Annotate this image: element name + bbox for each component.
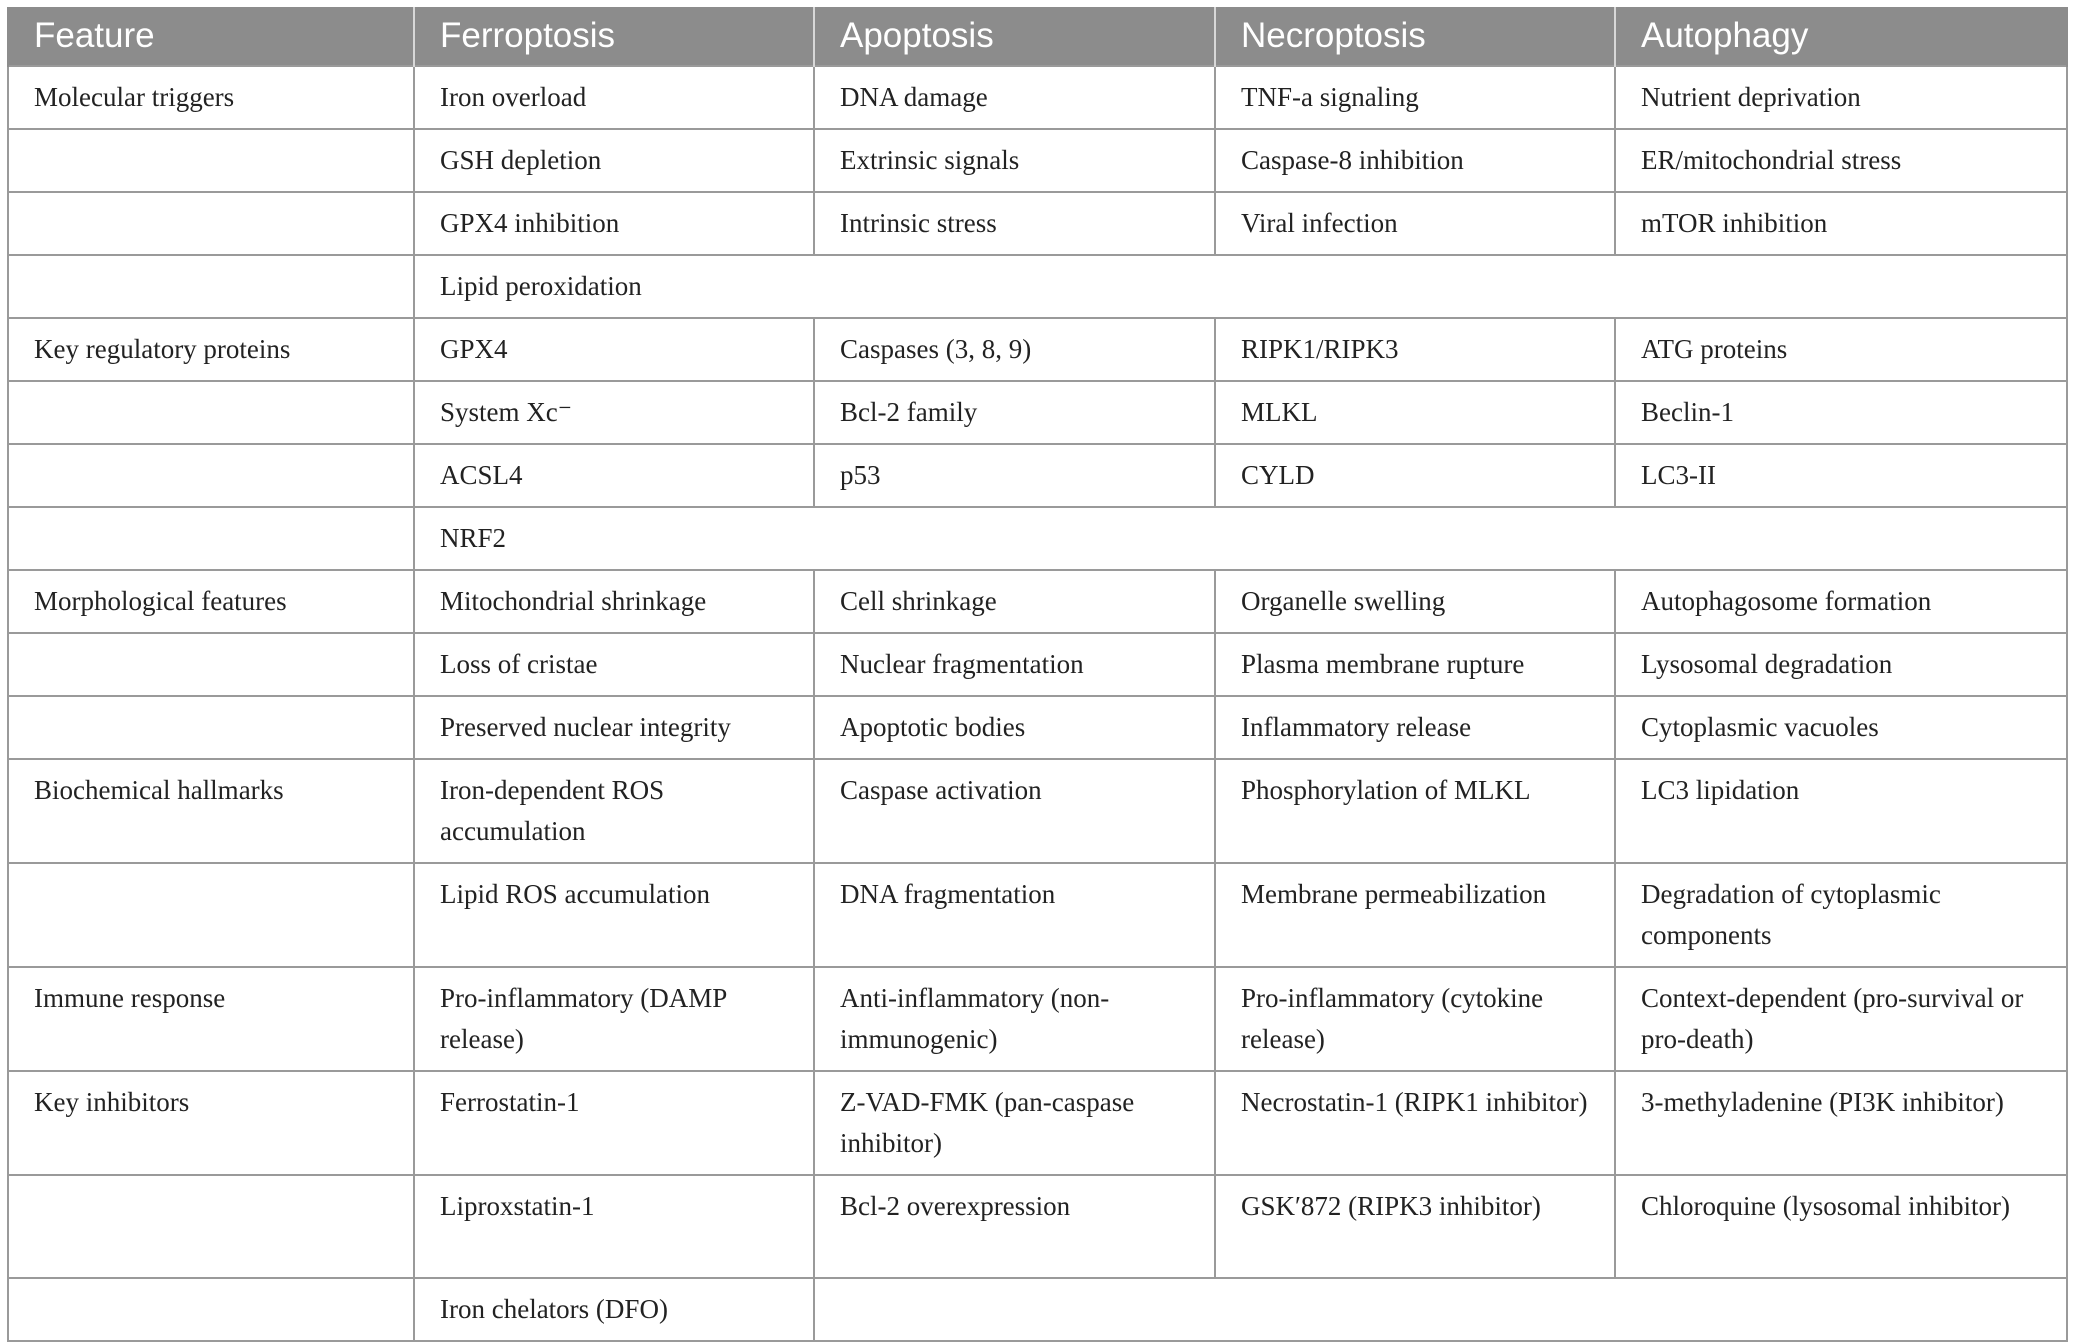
ferroptosis-cell: Preserved nuclear integrity	[414, 696, 814, 759]
apoptosis-cell: Z-VAD-FMK (pan-caspase inhibitor)	[814, 1071, 1215, 1175]
ferroptosis-cell: Mitochondrial shrinkage	[414, 570, 814, 633]
feature-cell	[8, 507, 414, 570]
apoptosis-cell: Extrinsic signals	[814, 129, 1215, 192]
table-row	[8, 318, 2067, 381]
feature-cell: Morphological features	[8, 570, 414, 633]
ferroptosis-cell: Ferrostatin-1	[414, 1071, 814, 1175]
table-row	[8, 192, 2067, 255]
autophagy-cell: LC3-II	[1615, 444, 2067, 507]
feature-cell	[8, 192, 414, 255]
ferroptosis-cell: Loss of cristae	[414, 633, 814, 696]
apoptosis-cell: Anti-inflammatory (non-immunogenic)	[814, 967, 1215, 1071]
ferroptosis-cell: Pro-inflammatory (DAMP release)	[414, 967, 814, 1071]
header-autophagy: Autophagy	[1615, 7, 2067, 66]
apoptosis-cell: Caspase activation	[814, 759, 1215, 863]
ferroptosis-cell: Lipid peroxidation	[414, 255, 2067, 318]
apoptosis-cell: Cell shrinkage	[814, 570, 1215, 633]
feature-cell: Key regulatory proteins	[8, 318, 414, 381]
autophagy-cell: Context-dependent (pro-survival or pro-death)	[1615, 967, 2067, 1071]
ferroptosis-cell: GSH depletion	[414, 129, 814, 192]
autophagy-cell: Lysosomal degradation	[1615, 633, 2067, 696]
ferroptosis-cell: Iron-dependent ROS accumulation	[414, 759, 814, 863]
ferroptosis-cell: GPX4 inhibition	[414, 192, 814, 255]
necroptosis-cell: GSK′872 (RIPK3 inhibitor)	[1215, 1175, 1615, 1278]
table-row	[8, 759, 2067, 863]
table-row	[8, 381, 2067, 444]
autophagy-cell: Nutrient deprivation	[1615, 66, 2067, 129]
table-row	[8, 507, 2067, 570]
necroptosis-cell: Organelle swelling	[1215, 570, 1615, 633]
apoptosis-cell: DNA fragmentation	[814, 863, 1215, 967]
table-row	[8, 1071, 2067, 1175]
autophagy-cell: 3-methyladenine (PI3K inhibitor)	[1615, 1071, 2067, 1175]
table-row	[8, 696, 2067, 759]
necroptosis-cell: MLKL	[1215, 381, 1615, 444]
necroptosis-cell: CYLD	[1215, 444, 1615, 507]
autophagy-cell: mTOR inhibition	[1615, 192, 2067, 255]
necroptosis-cell: Plasma membrane rupture	[1215, 633, 1615, 696]
necroptosis-cell: Phosphorylation of MLKL	[1215, 759, 1615, 863]
ferroptosis-cell: Iron chelators (DFO)	[414, 1278, 814, 1341]
feature-cell	[8, 444, 414, 507]
ferroptosis-cell: ACSL4	[414, 444, 814, 507]
apoptosis-cell: Bcl-2 family	[814, 381, 1215, 444]
table-row	[8, 863, 2067, 967]
table-row	[8, 570, 2067, 633]
ferroptosis-cell: GPX4	[414, 318, 814, 381]
feature-cell	[8, 1278, 414, 1341]
ferroptosis-cell: Lipid ROS accumulation	[414, 863, 814, 967]
ferroptosis-cell: Iron overload	[414, 66, 814, 129]
necroptosis-cell: TNF-a signaling	[1215, 66, 1615, 129]
necroptosis-cell: Membrane permeabilization	[1215, 863, 1615, 967]
feature-cell	[8, 696, 414, 759]
autophagy-cell: ER/mitochondrial stress	[1615, 129, 2067, 192]
necroptosis-cell: Inflammatory release	[1215, 696, 1615, 759]
table-row	[8, 1278, 2067, 1341]
autophagy-cell: Autophagosome formation	[1615, 570, 2067, 633]
feature-cell	[8, 255, 414, 318]
table-header	[8, 7, 2067, 66]
ferroptosis-cell: Liproxstatin-1	[414, 1175, 814, 1278]
feature-cell	[8, 633, 414, 696]
ferroptosis-cell: System Xc⁻	[414, 381, 814, 444]
necroptosis-cell: RIPK1/RIPK3	[1215, 318, 1615, 381]
header-row	[8, 7, 2067, 66]
autophagy-cell: Beclin-1	[1615, 381, 2067, 444]
empty-cell	[814, 1278, 2067, 1341]
apoptosis-cell: Apoptotic bodies	[814, 696, 1215, 759]
necroptosis-cell: Pro-inflammatory (cytokine release)	[1215, 967, 1615, 1071]
table-row	[8, 129, 2067, 192]
header-necroptosis: Necroptosis	[1215, 7, 1615, 66]
header-apoptosis: Apoptosis	[814, 7, 1215, 66]
table-row	[8, 66, 2067, 129]
feature-cell	[8, 129, 414, 192]
autophagy-cell: Degradation of cytoplasmic components	[1615, 863, 2067, 967]
cell-death-comparison-table	[7, 7, 2068, 1342]
necroptosis-cell: Viral infection	[1215, 192, 1615, 255]
apoptosis-cell: Caspases (3, 8, 9)	[814, 318, 1215, 381]
feature-cell	[8, 863, 414, 967]
header-ferroptosis: Ferroptosis	[414, 7, 814, 66]
necroptosis-cell: Necrostatin-1 (RIPK1 inhibitor)	[1215, 1071, 1615, 1175]
feature-cell: Molecular triggers	[8, 66, 414, 129]
table-row	[8, 633, 2067, 696]
autophagy-cell: LC3 lipidation	[1615, 759, 2067, 863]
autophagy-cell: Cytoplasmic vacuoles	[1615, 696, 2067, 759]
table-body	[8, 66, 2067, 1341]
apoptosis-cell: Nuclear fragmentation	[814, 633, 1215, 696]
necroptosis-cell: Caspase-8 inhibition	[1215, 129, 1615, 192]
comparison-table-container	[7, 7, 2066, 1342]
apoptosis-cell: DNA damage	[814, 66, 1215, 129]
feature-cell: Biochemical hallmarks	[8, 759, 414, 863]
table-row	[8, 967, 2067, 1071]
feature-cell: Key inhibitors	[8, 1071, 414, 1175]
table-row	[8, 1175, 2067, 1278]
autophagy-cell: Chloroquine (lysosomal inhibitor)	[1615, 1175, 2067, 1278]
apoptosis-cell: Intrinsic stress	[814, 192, 1215, 255]
feature-cell	[8, 1175, 414, 1278]
header-feature: Feature	[8, 7, 414, 66]
apoptosis-cell: Bcl-2 overexpression	[814, 1175, 1215, 1278]
table-row	[8, 444, 2067, 507]
feature-cell: Immune response	[8, 967, 414, 1071]
table-row	[8, 255, 2067, 318]
feature-cell	[8, 381, 414, 444]
autophagy-cell: ATG proteins	[1615, 318, 2067, 381]
apoptosis-cell: p53	[814, 444, 1215, 507]
ferroptosis-cell: NRF2	[414, 507, 2067, 570]
